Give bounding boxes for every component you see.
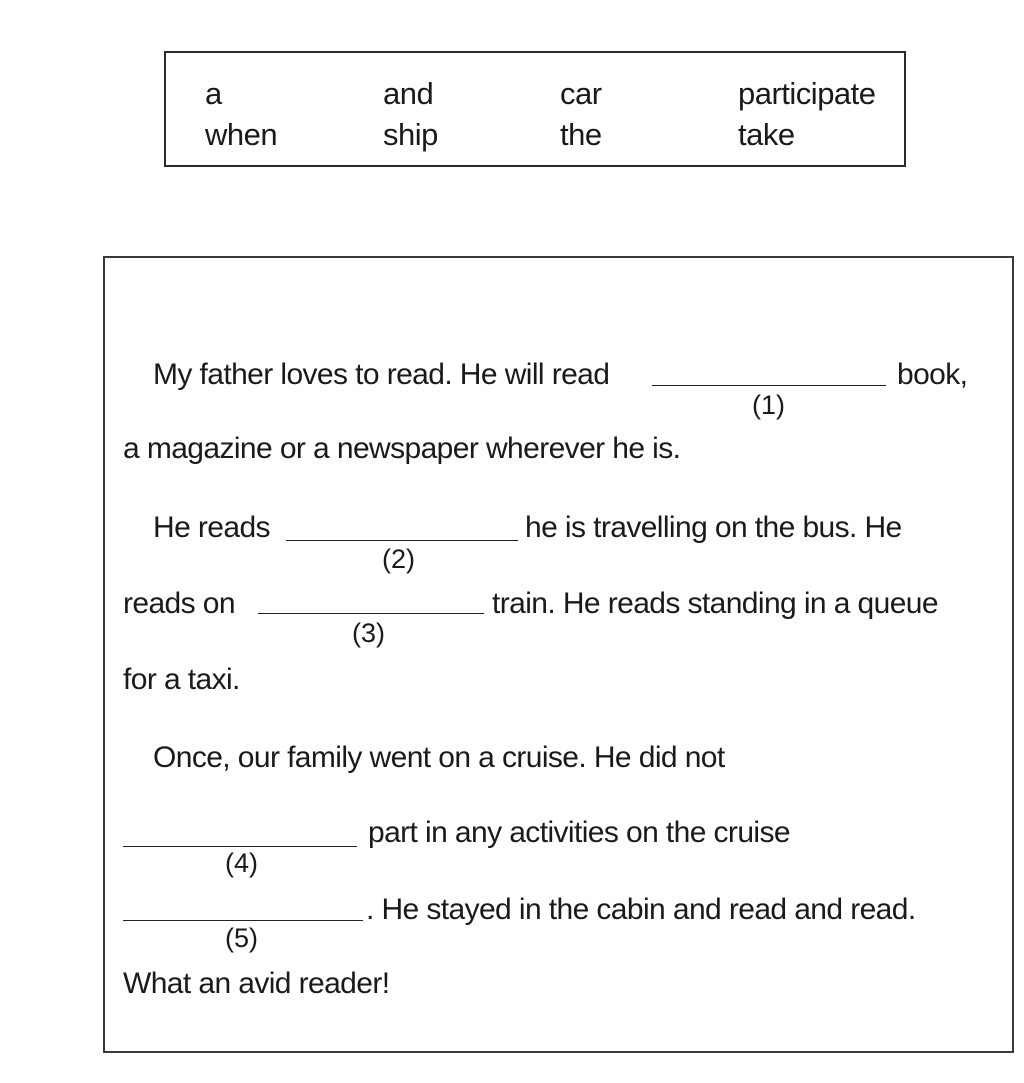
word-bank-item: and [383, 76, 434, 111]
word-bank-item: a [205, 76, 222, 111]
passage-text: a magazine or a newspaper wherever he is. [123, 432, 681, 465]
passage-text: part in any activities on the cruise [368, 816, 790, 849]
passage-text: reads on [123, 587, 235, 620]
passage-text: What an avid reader! [123, 967, 390, 1000]
word-bank-item: the [560, 117, 602, 152]
word-bank-item: car [560, 76, 602, 111]
blank-2-number: (2) [382, 544, 415, 574]
blank-1-line[interactable] [652, 385, 886, 386]
passage-text: for a taxi. [123, 663, 240, 696]
blank-5-number: (5) [225, 923, 258, 953]
passage-text: My father loves to read. He will read [153, 358, 610, 391]
word-bank-item: ship [383, 117, 438, 152]
word-bank-item: take [738, 117, 795, 152]
blank-5-line[interactable] [123, 920, 363, 921]
blank-4-number: (4) [225, 848, 258, 878]
passage-text: Once, our family went on a cruise. He did not [153, 741, 725, 774]
blank-3-number: (3) [352, 618, 385, 648]
passage-text: book, [897, 358, 968, 391]
passage-text: . He stayed in the cabin and read and read. [366, 893, 916, 926]
passage-text: he is travelling on the bus. He [525, 511, 902, 544]
word-bank-item: participate [738, 76, 876, 111]
blank-3-line[interactable] [258, 613, 484, 614]
word-bank-item: when [205, 117, 278, 152]
blank-4-line[interactable] [123, 846, 357, 847]
blank-1-number: (1) [752, 390, 785, 420]
passage-text: train. He reads standing in a queue [492, 587, 938, 620]
blank-2-line[interactable] [286, 540, 518, 541]
passage-text: He reads [153, 511, 270, 544]
